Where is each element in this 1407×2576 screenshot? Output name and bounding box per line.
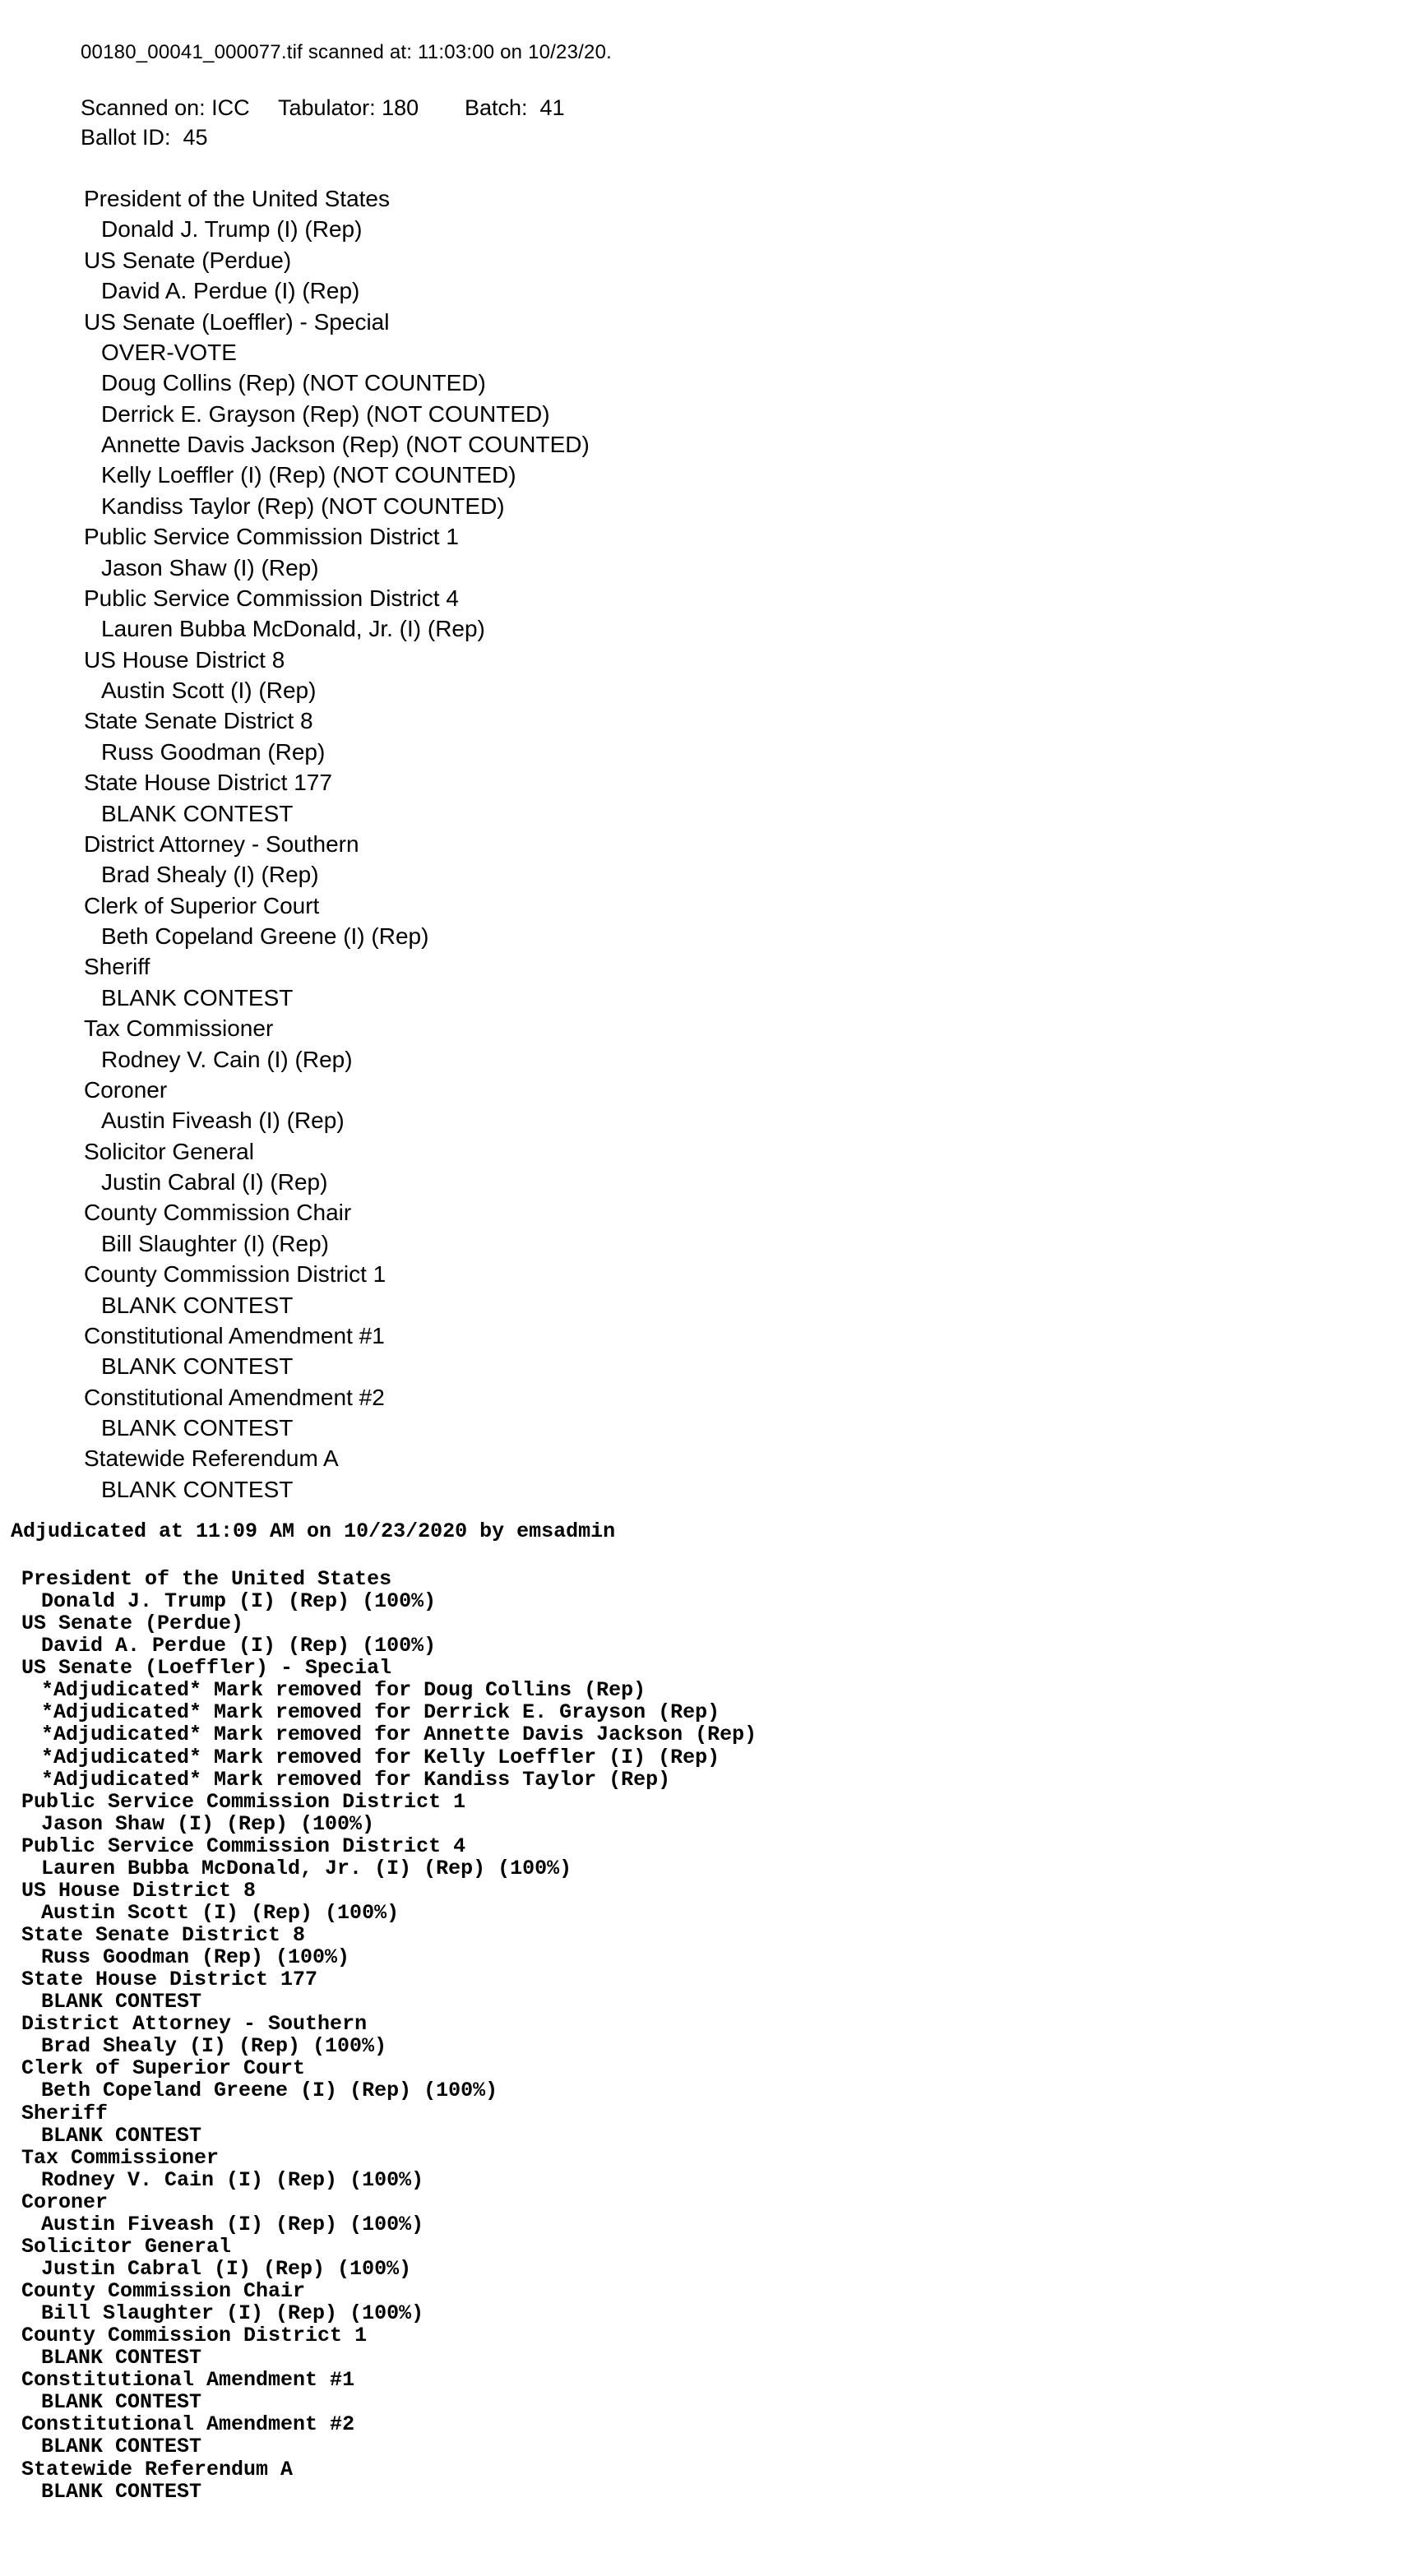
candidate-line: Lauren Bubba McDonald, Jr. (I) (Rep) xyxy=(101,616,485,642)
candidate-line: BLANK CONTEST xyxy=(101,1415,294,1441)
contest-header: President of the United States xyxy=(84,186,390,211)
candidate-line: Beth Copeland Greene (I) (Rep) (100%) xyxy=(41,2079,498,2103)
contest-header: US Senate (Perdue) xyxy=(21,1612,244,1636)
contest-header: Public Service Commission District 1 xyxy=(21,1789,466,1814)
candidate-line: Donald J. Trump (I) (Rep) xyxy=(101,216,363,243)
candidate-line: Austin Fiveash (I) (Rep) xyxy=(101,1108,345,1134)
ballot-id-value: Ballot ID: 45 xyxy=(81,125,208,150)
contest-header: Public Service Commission District 1 xyxy=(84,524,459,550)
candidate-line: BLANK CONTEST xyxy=(41,2123,202,2148)
contest-header: Coroner xyxy=(84,1076,168,1103)
contest-header: Constitutional Amendment #2 xyxy=(21,2412,355,2437)
scan-info-row xyxy=(0,95,1407,123)
adjudication-results-list xyxy=(0,1568,1407,2503)
candidate-line: Derrick E. Grayson (Rep) (NOT COUNTED) xyxy=(101,400,550,427)
contest-header: State Senate District 8 xyxy=(21,1923,306,1947)
candidate-line: Donald J. Trump (I) (Rep) (100%) xyxy=(41,1589,437,1614)
candidate-line: BLANK CONTEST xyxy=(41,2435,202,2459)
tabulator-value: Tabulator: 180 xyxy=(278,95,419,120)
candidate-line: Jason Shaw (I) (Rep) (100%) xyxy=(41,1811,375,1836)
candidate-line: Lauren Bubba McDonald, Jr. (I) (Rep) (100%) xyxy=(41,1856,572,1880)
candidate-line: BLANK CONTEST xyxy=(101,800,294,826)
candidate-line: *Adjudicated* Mark removed for Kelly Loeffler (I) (Rep) xyxy=(41,1745,720,1769)
candidate-line: Russ Goodman (Rep) xyxy=(101,738,326,765)
candidate-line: Justin Cabral (I) (Rep) (100%) xyxy=(41,2256,412,2281)
contest-header: Public Service Commission District 4 xyxy=(84,585,459,611)
contest-header: US House District 8 xyxy=(21,1878,257,1903)
candidate-line: Austin Scott (I) (Rep) xyxy=(101,678,317,703)
scan-file-header: 00180_00041_000077.tif scanned at: 11:03:00 on 10/23/20. xyxy=(81,41,612,63)
candidate-line: BLANK CONTEST xyxy=(101,1292,294,1318)
candidate-line: Brad Shealy (I) (Rep) (100%) xyxy=(41,2034,387,2059)
candidate-line: Doug Collins (Rep) (NOT COUNTED) xyxy=(101,370,486,396)
contest-header: Clerk of Superior Court xyxy=(84,892,320,918)
candidate-line: OVER-VOTE xyxy=(101,339,237,365)
scanned-on-value: Scanned on: ICC xyxy=(81,95,250,120)
candidate-line: Rodney V. Cain (I) (Rep) xyxy=(101,1046,353,1072)
contest-header: Public Service Commission District 4 xyxy=(21,1834,466,1858)
candidate-line: BLANK CONTEST xyxy=(101,1353,294,1380)
candidate-line: Jason Shaw (I) (Rep) xyxy=(101,554,319,580)
contest-header: Clerk of Superior Court xyxy=(21,2056,306,2081)
adjudicated-banner: Adjudicated at 11:09 AM on 10/23/2020 by emsadmin xyxy=(11,1519,616,1543)
contest-header: Constitutional Amendment #1 xyxy=(84,1322,385,1348)
candidate-line: David A. Perdue (I) (Rep) (100%) xyxy=(41,1634,437,1658)
candidate-line: *Adjudicated* Mark removed for Kandiss Taylor (Rep) xyxy=(41,1767,671,1792)
candidate-line: Austin Fiveash (I) (Rep) (100%) xyxy=(41,2212,424,2236)
candidate-line: Justin Cabral (I) (Rep) xyxy=(101,1169,328,1195)
candidate-line: *Adjudicated* Mark removed for Annette Davis Jackson (Rep) xyxy=(41,1723,757,1747)
candidate-line: BLANK CONTEST xyxy=(101,1476,294,1502)
contest-header: District Attorney - Southern xyxy=(21,2012,368,2037)
contest-header: County Commission District 1 xyxy=(21,2324,368,2348)
contest-header: US House District 8 xyxy=(84,646,285,673)
contest-header: Statewide Referendum A xyxy=(84,1445,339,1472)
contest-header: US Senate (Perdue) xyxy=(84,247,292,273)
contest-header: State Senate District 8 xyxy=(84,708,313,734)
contest-header: President of the United States xyxy=(21,1567,392,1591)
candidate-line: Kandiss Taylor (Rep) (NOT COUNTED) xyxy=(101,493,505,519)
candidate-line: Austin Scott (I) (Rep) (100%) xyxy=(41,1900,400,1925)
candidate-line: *Adjudicated* Mark removed for Derrick E. Grayson (Rep) xyxy=(41,1700,720,1725)
contest-header: Sheriff xyxy=(84,954,150,980)
contest-header: County Commission Chair xyxy=(21,2279,306,2303)
contest-header: US Senate (Loeffler) - Special xyxy=(84,308,390,335)
contest-header: Constitutional Amendment #1 xyxy=(21,2368,355,2393)
candidate-line: Bill Slaughter (I) (Rep) xyxy=(101,1230,329,1256)
candidate-line: BLANK CONTEST xyxy=(41,2390,202,2415)
contest-header: Statewide Referendum A xyxy=(21,2457,294,2481)
contest-header: State House District 177 xyxy=(21,1968,318,1992)
candidate-line: Annette Davis Jackson (Rep) (NOT COUNTED) xyxy=(101,432,590,457)
contest-header: Solicitor General xyxy=(84,1138,254,1164)
contest-header: County Commission District 1 xyxy=(84,1261,386,1288)
contest-header: Sheriff xyxy=(21,2101,109,2125)
contest-header: Tax Commissioner xyxy=(21,2145,220,2170)
contest-header: US Senate (Loeffler) - Special xyxy=(21,1656,392,1681)
candidate-line: BLANK CONTEST xyxy=(101,984,294,1011)
candidate-line: BLANK CONTEST xyxy=(41,2479,202,2504)
candidate-line: Beth Copeland Greene (I) (Rep) xyxy=(101,923,429,949)
candidate-line: Russ Goodman (Rep) (100%) xyxy=(41,1945,350,1970)
contest-header: Solicitor General xyxy=(21,2234,232,2259)
contest-header: State House District 177 xyxy=(84,770,332,796)
candidate-line: Kelly Loeffler (I) (Rep) (NOT COUNTED) xyxy=(101,462,516,488)
contest-header: District Attorney - Southern xyxy=(84,830,359,857)
scan-results-list xyxy=(0,183,1407,1505)
batch-value: Batch: 41 xyxy=(465,95,565,120)
contest-header: Constitutional Amendment #2 xyxy=(84,1384,385,1410)
contest-header: Coroner xyxy=(21,2190,109,2214)
contest-header: Tax Commissioner xyxy=(84,1015,274,1042)
candidate-line: Bill Slaughter (I) (Rep) (100%) xyxy=(41,2301,424,2326)
candidate-line: BLANK CONTEST xyxy=(41,1990,202,2014)
candidate-line: BLANK CONTEST xyxy=(41,2346,202,2370)
candidate-line: Rodney V. Cain (I) (Rep) (100%) xyxy=(41,2167,424,2192)
candidate-line: David A. Perdue (I) (Rep) xyxy=(101,278,360,304)
candidate-line: Brad Shealy (I) (Rep) xyxy=(101,862,319,888)
contest-header: County Commission Chair xyxy=(84,1200,352,1226)
candidate-line: *Adjudicated* Mark removed for Doug Collins (Rep) xyxy=(41,1678,646,1703)
